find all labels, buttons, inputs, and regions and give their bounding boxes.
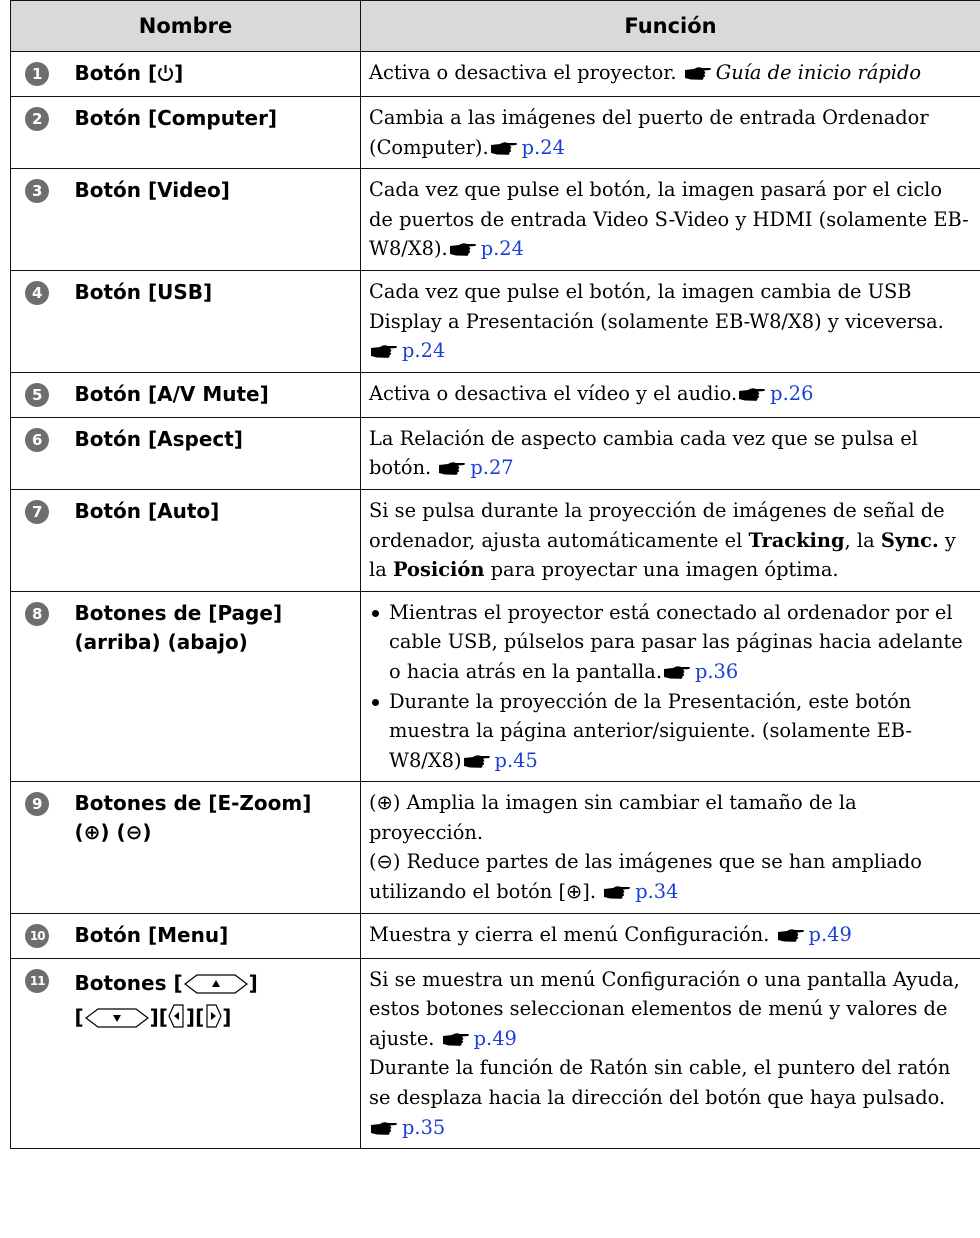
table-row <box>11 782 980 913</box>
table-row <box>11 97 980 169</box>
row-name: Botón [Aspect] <box>64 417 361 489</box>
header-name: Nombre <box>11 1 361 52</box>
row-function: Si se muestra un menú Configuración o una pantalla Ayuda, estos botones seleccionan elementos de menú y valores de ajuste. p.49 Durante la función de Ratón sin cable, el puntero del ratón se desplaza hacia la dirección del botón que haya pulsado.p.35 <box>361 958 980 1149</box>
row-name: Botón [Menu] <box>64 913 361 958</box>
row-name: Botón [Auto] <box>64 489 361 591</box>
row-function: Cada vez que pulse el botón, la imagen cambia de USB Display a Presentación (solamente EB-W8/X8) y viceversa.p.24 <box>361 270 980 372</box>
pointing-hand-icon <box>371 1121 398 1135</box>
row-number: 1 <box>25 62 49 86</box>
row-name: Botones de [E-Zoom] (⊕) (⊖) <box>64 782 361 913</box>
page-link[interactable]: p.34 <box>635 880 679 904</box>
row-number: 4 <box>25 281 49 305</box>
row-function: Cambia a las imágenes del puerto de entrada Ordenador (Computer). p.24 <box>361 97 980 169</box>
row-name: Botones [ ] [ ][ ][ ] <box>64 958 361 1149</box>
page-link[interactable]: p.26 <box>770 381 814 405</box>
power-icon <box>157 64 174 82</box>
table-row <box>11 958 980 1149</box>
page-link[interactable]: p.35 <box>402 1115 446 1139</box>
row-function: Si se pulsa durante la proyección de imágenes de señal de ordenador, ajusta automáticamente el Tracking, la Sync. y la Posición para proyectar una imagen óptima. <box>361 489 980 591</box>
down-arrow-key-icon <box>84 1007 150 1029</box>
row-number: 11 <box>25 969 49 993</box>
pointing-hand-icon <box>604 885 631 899</box>
pointing-hand-icon <box>685 66 712 80</box>
row-number: 9 <box>25 792 49 816</box>
row-number: 6 <box>25 428 49 452</box>
zoom-in-icon: ⊕ <box>83 820 101 845</box>
zoom-in-icon: ⊕ <box>376 791 393 815</box>
pointing-hand-icon <box>371 344 398 358</box>
header-function: Función <box>361 1 980 52</box>
pointing-hand-icon <box>464 754 491 768</box>
zoom-out-icon: ⊖ <box>125 820 143 845</box>
table-row <box>11 169 980 271</box>
row-name: Botón [A/V Mute] <box>64 372 361 417</box>
page-link[interactable]: p.49 <box>473 1026 517 1050</box>
right-arrow-key-icon <box>204 1003 222 1029</box>
zoom-in-icon: ⊕ <box>566 880 583 904</box>
row-name: Botón [Computer] <box>64 97 361 169</box>
row-number: 7 <box>25 500 49 524</box>
row-function: (⊕) Amplia la imagen sin cambiar el tamaño de la proyección. (⊖) Reduce partes de las imágenes que se han ampliado utilizando el botón [⊕]. p.34 <box>361 782 980 913</box>
row-function <box>361 591 980 782</box>
row-number: 8 <box>25 602 49 626</box>
zoom-out-icon: ⊖ <box>376 850 393 874</box>
table-row <box>11 489 980 591</box>
list-item: Mientras el proyector está conectado al ordenador por el cable USB, púlselos para pasar las páginas hacia adelante o hacia atrás en la pantalla. p.36 <box>389 598 972 687</box>
pointing-hand-icon <box>439 461 466 475</box>
page-link[interactable]: p.24 <box>521 135 565 159</box>
function-table <box>10 0 980 1149</box>
page-link[interactable]: p.24 <box>402 339 446 363</box>
row-function: Muestra y cierra el menú Configuración. p.49 <box>361 913 980 958</box>
quick-start-guide-link[interactable]: Guía de inicio rápido <box>715 61 922 84</box>
table-row <box>11 270 980 372</box>
table-row <box>11 913 980 958</box>
table-row <box>11 52 980 97</box>
page-link[interactable]: p.45 <box>494 748 538 772</box>
row-function: Cada vez que pulse el botón, la imagen pasará por el ciclo de puertos de entrada Video S-Video y HDMI (solamente EB-W8/X8). p.24 <box>361 169 980 271</box>
up-arrow-key-icon <box>183 973 249 995</box>
pointing-hand-icon <box>450 242 477 256</box>
list-item: Durante la proyección de la Presentación, este botón muestra la página anterior/siguiente. (solamente EB-W8/X8) p.45 <box>389 687 972 776</box>
page-link[interactable]: p.36 <box>694 659 739 683</box>
table-row <box>11 372 980 417</box>
row-number: 5 <box>25 383 49 407</box>
row-name: Botón [ ] <box>64 52 361 97</box>
row-name: Botón [Video] <box>64 169 361 271</box>
page-link[interactable]: p.27 <box>470 456 514 480</box>
pointing-hand-icon <box>664 665 691 679</box>
row-function: Activa o desactiva el proyector. Guía de inicio rápido <box>361 52 980 97</box>
table-header-row <box>11 1 980 52</box>
row-name: Botón [USB] <box>64 270 361 372</box>
pointing-hand-icon <box>778 928 805 942</box>
row-function: Activa o desactiva el vídeo y el audio. p.26 <box>361 372 980 417</box>
row-function: La Relación de aspecto cambia cada vez que se pulsa el botón. p.27 <box>361 417 980 489</box>
row-number: 3 <box>25 179 49 203</box>
left-arrow-key-icon <box>168 1003 186 1029</box>
pointing-hand-icon <box>443 1032 470 1046</box>
table-row <box>11 591 980 782</box>
pointing-hand-icon <box>739 387 766 401</box>
pointing-hand-icon <box>491 141 518 155</box>
row-name: Botones de [Page] (arriba) (abajo) <box>64 591 361 782</box>
page-link[interactable]: p.24 <box>480 237 524 261</box>
page-link[interactable]: p.49 <box>808 922 852 946</box>
table-row <box>11 417 980 489</box>
row-number: 2 <box>25 107 49 131</box>
row-number: 10 <box>25 924 49 948</box>
